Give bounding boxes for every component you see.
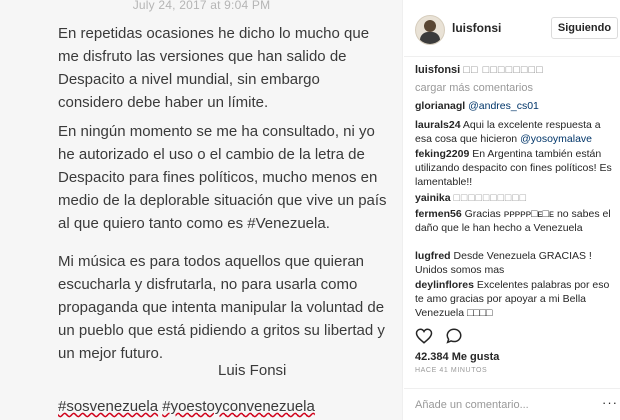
post-caption — [415, 64, 544, 76]
comment-text: Gracias ᴘᴘᴘᴘᴘ□ᴇ□ᴇ no sabes el daño que le han hecho a Venezuela — [415, 208, 611, 234]
image-paragraph-2: En ningún momento se me ha consultado, ni yo he autorizado el uso o el cambio de la letra de Despacito para fines políticos, mucho menos en medio de la deplorable situación que vive un país al que quiero tanto como es #Venezuela. — [58, 123, 387, 232]
following-button[interactable]: Siguiendo — [551, 17, 618, 39]
more-options-icon[interactable]: ··· — [602, 395, 618, 410]
image-paragraph-3: Mi música es para todos aquellos que quieran escucharla y disfrutarla, no para usarla como propaganda que intenta manipular la voluntad de un pueblo que está pidiendo a gritos su libertad y un mejor futuro. — [58, 253, 385, 362]
comment-username[interactable]: yainika — [415, 192, 451, 204]
comment-username[interactable]: lugfred — [415, 250, 451, 262]
comment-username[interactable]: glorianagl — [415, 100, 466, 112]
add-comment-bar — [404, 388, 620, 420]
header-username[interactable]: luisfonsi — [452, 21, 502, 35]
comment-item — [415, 207, 615, 235]
image-paragraph-1: En repetidas ocasiones he dicho lo mucho que me disfruto las versiones que han salido de Despacito a nivel mundial, sin embargo considero debe haber un límite. — [58, 25, 370, 111]
comment-text: □□□□□□□□□□ — [453, 192, 527, 204]
image-hashtags — [58, 398, 315, 415]
comment-item — [415, 191, 615, 205]
load-more-comments-link[interactable]: cargar más comentarios — [415, 82, 533, 94]
post-timestamp: HACE 41 MINUTOS — [415, 367, 488, 374]
caption-username[interactable]: luisfonsi — [415, 64, 461, 76]
comment-icon[interactable] — [445, 327, 463, 345]
caption-text: □□ □□□□□□□□ — [463, 64, 544, 76]
comment-item — [415, 99, 615, 113]
comment-username[interactable]: fermen56 — [415, 208, 462, 220]
post-header — [404, 0, 620, 57]
comment-mention[interactable]: @yosoymalave — [520, 133, 593, 145]
comment-item — [415, 147, 615, 189]
image-hashtag-2: #yoestoyconvenezuela — [162, 398, 315, 415]
image-date: July 24, 2017 at 9:04 PM — [132, 0, 271, 12]
add-comment-input[interactable] — [415, 395, 595, 415]
comment-text: Aqui la excelente respuesta a esa cosa que hicieron — [415, 119, 601, 145]
post-sidebar — [404, 0, 620, 420]
image-signature: Luis Fonsi — [218, 362, 287, 379]
likes-count[interactable]: 42.384 Me gusta — [415, 351, 500, 363]
comment-item — [415, 118, 615, 146]
comment-username[interactable]: laurals24 — [415, 119, 461, 131]
comment-text: En Argentina también están utilizando despacito con fines políticos! Es lamentable!! — [415, 148, 612, 188]
comment-username[interactable]: deylinflores — [415, 279, 474, 291]
comment-text: Desde Venezuela GRACIAS ! Unidos somos mas — [415, 250, 592, 276]
comment-mention[interactable]: @andres_cs01 — [468, 100, 539, 112]
comment-item — [415, 249, 615, 277]
comment-text: Excelentes palabras por eso te amo gracias por apoyar a mi Bella Venezuela □□□□ — [415, 279, 610, 319]
avatar[interactable] — [415, 15, 445, 45]
image-hashtag-1: #sosvenezuela — [58, 398, 159, 415]
comment-item — [415, 278, 615, 320]
heart-icon[interactable] — [415, 327, 433, 345]
comment-username[interactable]: feking2209 — [415, 148, 470, 160]
